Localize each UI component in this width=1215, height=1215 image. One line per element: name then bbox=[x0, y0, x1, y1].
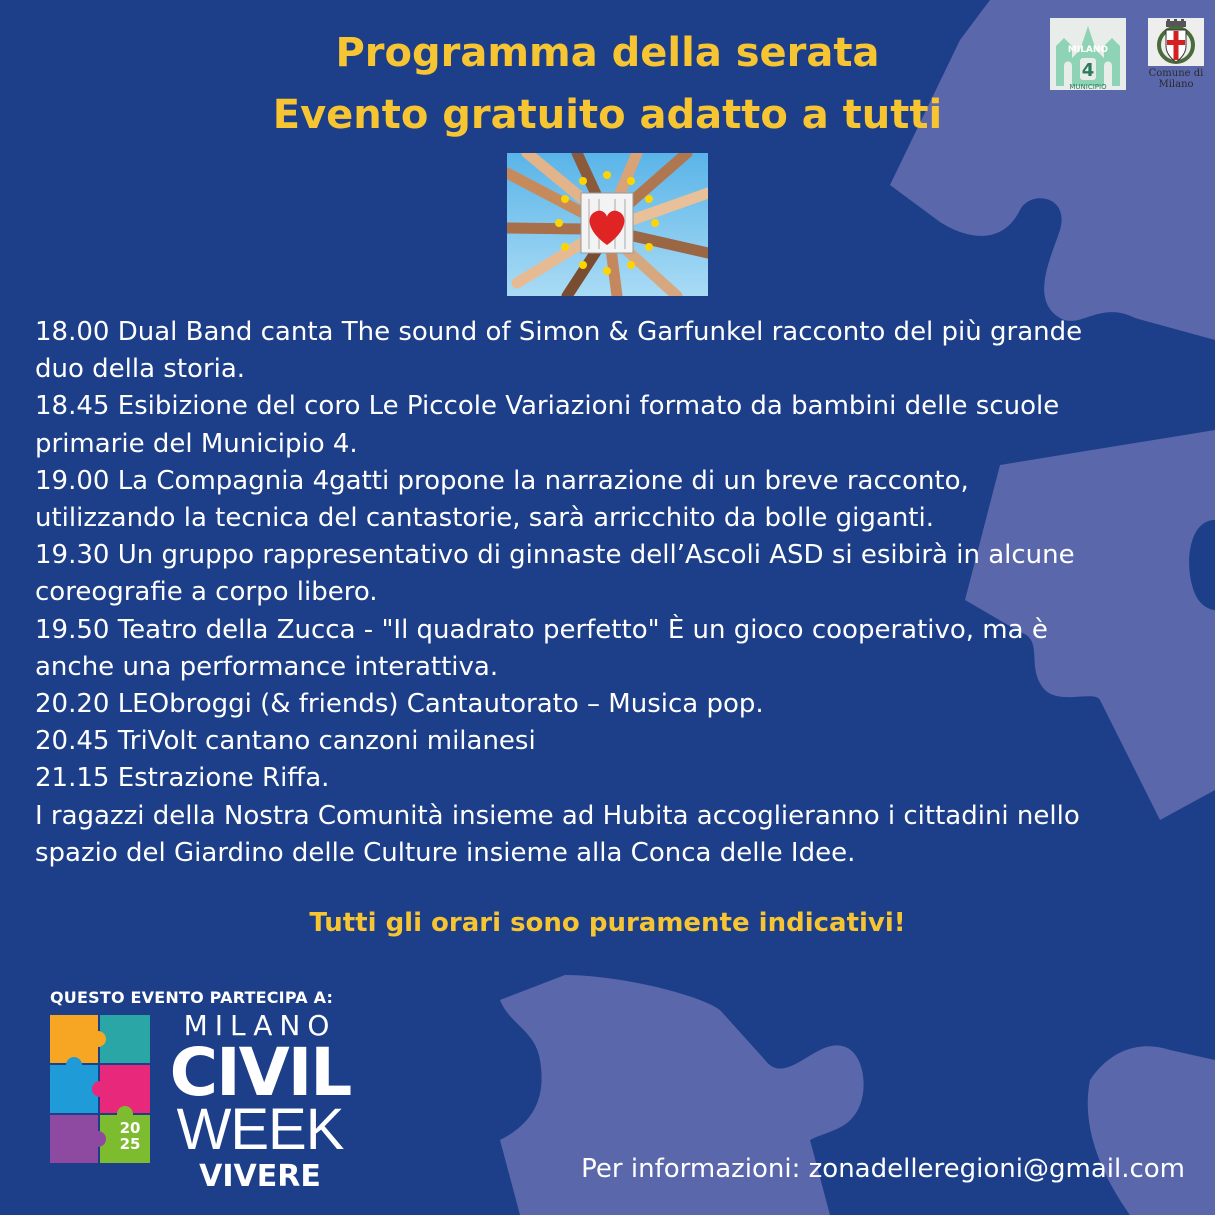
program-line: 20.20 LEObroggi (& friends) Cantautorato – Musica pop. bbox=[35, 689, 764, 720]
program-line: coreografie a corpo libero. bbox=[35, 577, 378, 608]
milano-crest-icon bbox=[1148, 18, 1204, 66]
program-line: 18.45 Esibizione del coro Le Piccole Variazioni formato da bambini delle scuole bbox=[35, 391, 1060, 422]
civil-week-year-bottom: 25 bbox=[119, 1135, 141, 1153]
hands-heart-image bbox=[507, 153, 708, 296]
timing-disclaimer: Tutti gli orari sono puramente indicativi! bbox=[309, 908, 906, 938]
contact-info: Per informazioni: zonadelleregioni@gmail.com bbox=[581, 1154, 1185, 1184]
program-line: primarie del Municipio 4. bbox=[35, 428, 358, 459]
page-subtitle: Evento gratuito adatto a tutti bbox=[272, 92, 943, 138]
civil-week-vivere: VIVERE bbox=[199, 1159, 321, 1194]
civil-week-civil: CIVIL bbox=[169, 1034, 351, 1111]
comune-line2: Milano bbox=[1158, 79, 1194, 90]
comune-line1: Comune di bbox=[1148, 68, 1204, 79]
puzzle-piece-bottom-right bbox=[1088, 1046, 1215, 1215]
civil-week-year-top: 20 bbox=[119, 1119, 141, 1137]
comune-di-milano-logo bbox=[1148, 18, 1204, 90]
page-title: Programma della serata bbox=[335, 30, 880, 76]
program-line: duo della storia. bbox=[35, 354, 246, 385]
municipio-top-text: MILANO bbox=[1067, 45, 1109, 55]
civil-week-week: WEEK bbox=[176, 1097, 344, 1162]
civil-week-milano: MILANO bbox=[183, 1009, 337, 1042]
program-line: 19.30 Un gruppo rappresentativo di ginnaste dell’Ascoli ASD si esibirà in alcune bbox=[35, 540, 1075, 571]
program-line: 18.00 Dual Band canta The sound of Simon & Garfunkel racconto del più grande bbox=[35, 317, 1083, 347]
program-line: I ragazzi della Nostra Comunità insieme ad Hubita accoglieranno i cittadini nello bbox=[35, 800, 1080, 831]
municipio-bottom-text: MUNICIPIO bbox=[1069, 83, 1107, 90]
program-list bbox=[35, 314, 1185, 872]
participa-label: QUESTO EVENTO PARTECIPA A: bbox=[50, 988, 334, 1007]
program-line: 21.15 Estrazione Riffa. bbox=[35, 763, 330, 794]
program-line: spazio del Giardino delle Culture insieme alla Conca delle Idee. bbox=[35, 837, 856, 868]
program-line: utilizzando la tecnica del cantastorie, sarà arricchito da bolle giganti. bbox=[35, 503, 934, 534]
program-line: anche una performance interattiva. bbox=[35, 651, 499, 682]
municipio-number: 4 bbox=[1081, 60, 1095, 81]
municipio-4-logo bbox=[1050, 18, 1126, 90]
program-line: 19.50 Teatro della Zucca - "Il quadrato perfetto" È un gioco cooperativo, ma è bbox=[35, 614, 1048, 645]
program-line: 19.00 La Compagnia 4gatti propone la narrazione di un breve racconto, bbox=[35, 465, 969, 496]
program-line: 20.45 TriVolt cantano canzoni milanesi bbox=[35, 726, 536, 757]
